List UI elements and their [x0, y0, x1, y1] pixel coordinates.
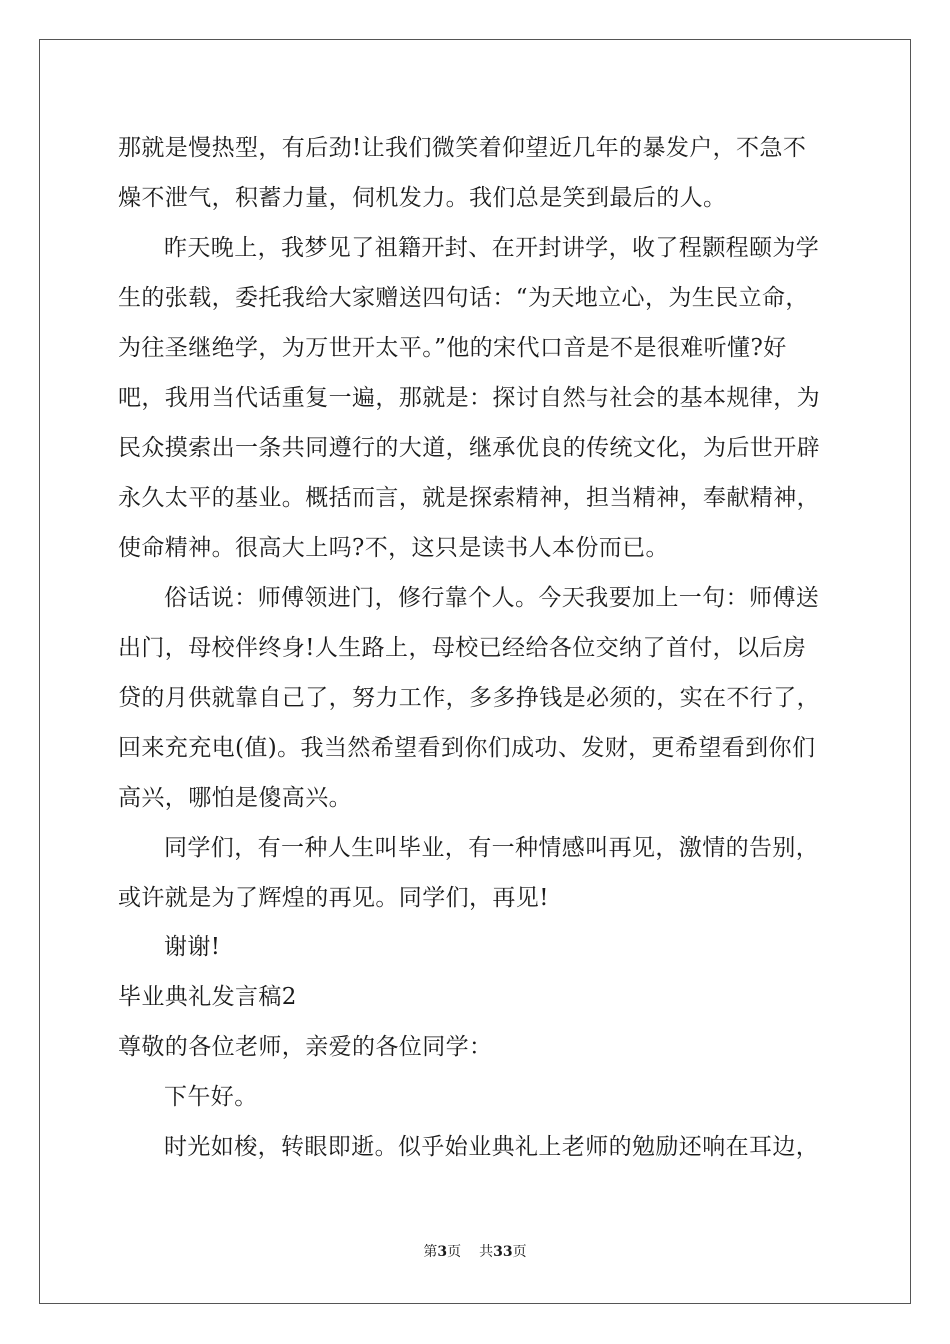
- text-line: 那就是慢热型，有后劲!让我们微笑着仰望近几年的暴发户，不急不: [118, 135, 807, 161]
- text-line: 使命精神。很高大上吗?不，这只是读书人本份而已。: [118, 535, 669, 561]
- page-footer: [0, 1243, 950, 1261]
- text-line: 下午好。: [164, 1084, 258, 1110]
- section-heading: 毕业典礼发言稿2: [118, 984, 297, 1010]
- text-line: 贷的月供就靠自己了，努力工作，多多挣钱是必须的，实在不行了，: [118, 685, 820, 711]
- text-line: 回来充充电(值)。我当然希望看到你们成功、发财，更希望看到你们: [118, 735, 816, 761]
- text-line: 燥不泄气，积蓄力量，伺机发力。我们总是笑到最后的人。: [118, 185, 727, 211]
- text-line: 高兴，哪怕是傻高兴。: [118, 785, 352, 811]
- text-line: 同学们，有一种人生叫毕业，有一种情感叫再见，激情的告别，: [164, 835, 820, 861]
- text-line: 出门，母校伴终身!人生路上，母校已经给各位交纳了首付，以后房: [118, 635, 807, 661]
- page-suffix: 页: [447, 1244, 462, 1260]
- total-prefix: 共: [479, 1244, 494, 1260]
- page-border: [39, 39, 911, 1304]
- text-line: 时光如梭，转眼即逝。似乎始业典礼上老师的勉励还响在耳边，: [164, 1134, 820, 1160]
- page-number: 3: [437, 1244, 448, 1260]
- text-line: 谢谢!: [164, 934, 221, 960]
- salutation: 尊敬的各位老师，亲爱的各位同学：: [118, 1034, 493, 1060]
- total-pages: 33: [493, 1244, 513, 1260]
- text-line: 生的张载，委托我给大家赠送四句话：“为天地立心，为生民立命，: [118, 285, 809, 311]
- text-line: 吧，我用当代话重复一遍，那就是：探讨自然与社会的基本规律，为: [118, 385, 820, 411]
- text-line: 永久太平的基业。概括而言，就是探索精神，担当精神，奉献精神，: [118, 485, 820, 511]
- text-line: 为往圣继绝学，为万世开太平。”他的宋代口音是不是很难听懂?好: [118, 335, 787, 361]
- text-line: 昨天晚上，我梦见了祖籍开封、在开封讲学，收了程颢程颐为学: [164, 235, 820, 261]
- text-line: 或许就是为了辉煌的再见。同学们，再见!: [118, 885, 549, 911]
- text-line: 民众摸索出一条共同遵行的大道，继承优良的传统文化，为后世开辟: [118, 435, 820, 461]
- total-suffix: 页: [512, 1244, 527, 1260]
- text-line: 俗话说：师傅领进门，修行靠个人。今天我要加上一句：师傅送: [164, 585, 820, 611]
- page-prefix: 第: [423, 1244, 438, 1260]
